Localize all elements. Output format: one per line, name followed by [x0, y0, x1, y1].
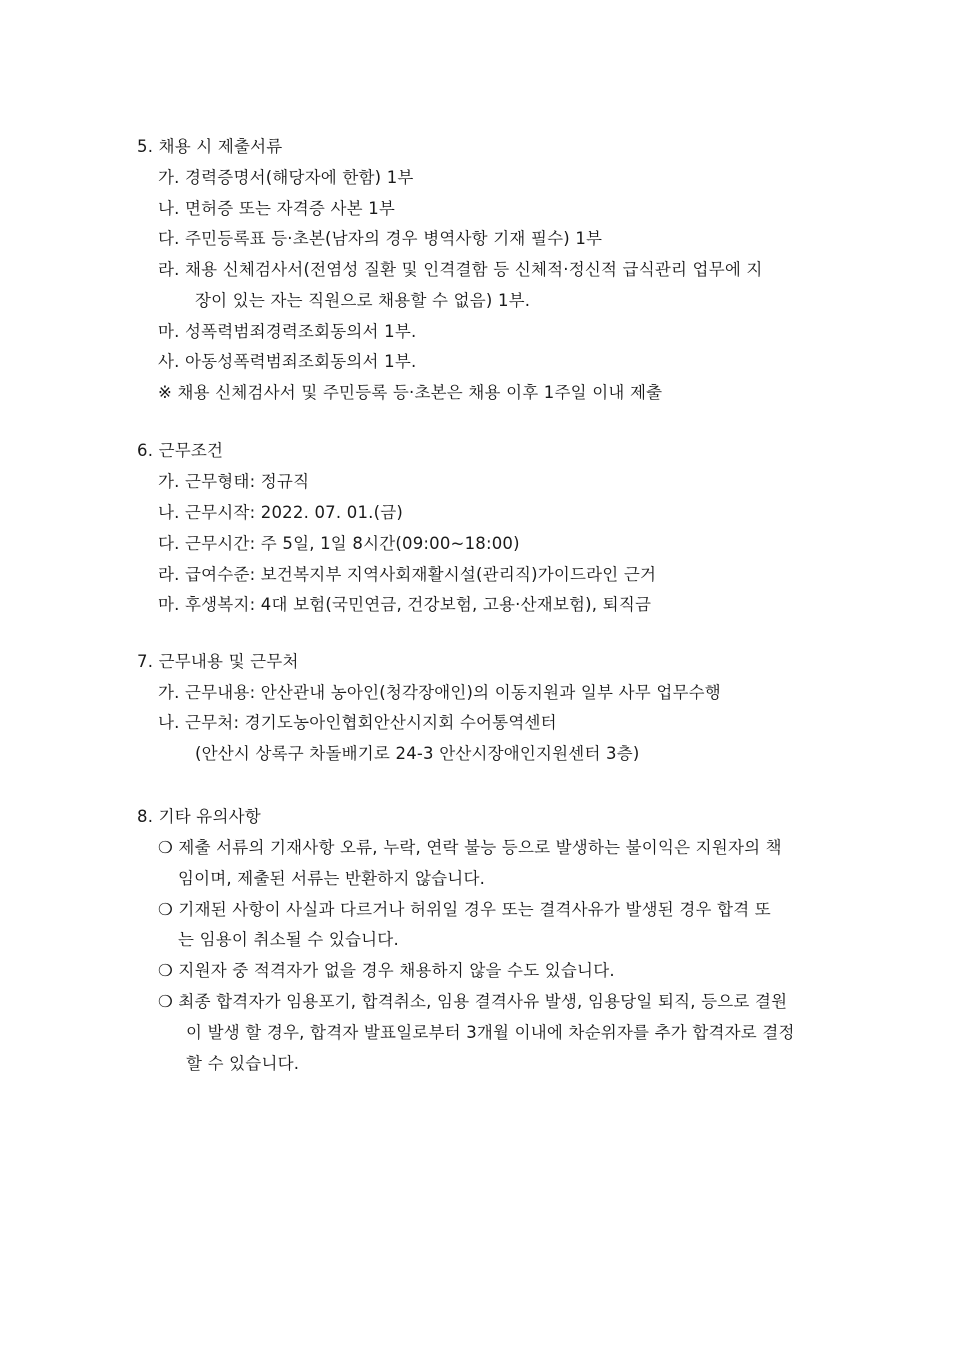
- section-5-item-ga: 가. 경력증명서(해당자에 한함) 1부: [158, 168, 414, 187]
- section-5-item-ra-continued: 장이 있는 자는 직원으로 채용할 수 없음) 1부.: [195, 291, 531, 310]
- section-5-item-ma: 마. 성폭력범죄경력조회동의서 1부.: [158, 322, 417, 341]
- section-6-item-ga: 가. 근무형태: 정규직: [158, 472, 310, 491]
- section-8-bullet-2: ❍ 기재된 사항이 사실과 다르거나 허위일 경우 또는 결격사유가 발생된 경우 합격 또: [158, 900, 771, 919]
- section-6-item-ma: 마. 후생복지: 4대 보험(국민연금, 건강보험, 고용·산재보험), 퇴직금: [158, 595, 652, 614]
- section-5-item-sa: 사. 아동성폭력범죄조회동의서 1부.: [158, 352, 417, 371]
- section-8-bullet-4-continued: 이 발생 할 경우, 합격자 발표일로부터 3개월 이내에 차순위자를 추가 합격자로 결정: [186, 1023, 795, 1042]
- section-7-item-na: 나. 근무처: 경기도농아인협회안산시지회 수어통역센터: [158, 713, 557, 732]
- section-7-item-ga: 가. 근무내용: 안산관내 농아인(청각장애인)의 이동지원과 일부 사무 업무수행: [158, 683, 721, 702]
- section-8-bullet-2-continued: 는 임용이 취소될 수 있습니다.: [178, 930, 399, 949]
- section-5-item-ra: 라. 채용 신체검사서(전염성 질환 및 인격결함 등 신체적·정신적 급식관리 업무에 지: [158, 260, 763, 279]
- section-7-heading: 7. 근무내용 및 근무처: [137, 652, 299, 671]
- section-8-bullet-4-continued-2: 할 수 있습니다.: [186, 1054, 300, 1073]
- section-6-item-ra: 라. 급여수준: 보건복지부 지역사회재활시설(관리직)가이드라인 근거: [158, 565, 657, 584]
- section-8-bullet-1-continued: 임이며, 제출된 서류는 반환하지 않습니다.: [178, 869, 486, 888]
- section-8-bullet-3: ❍ 지원자 중 적격자가 없을 경우 채용하지 않을 수도 있습니다.: [158, 961, 615, 980]
- section-8-bullet-1: ❍ 제출 서류의 기재사항 오류, 누락, 연락 불능 등으로 발생하는 불이익은 지원자의 책: [158, 838, 782, 857]
- section-5-note: ※ 채용 신체검사서 및 주민등록 등·초본은 채용 이후 1주일 이내 제출: [158, 383, 663, 402]
- section-5-item-na: 나. 면허증 또는 자격증 사본 1부: [158, 199, 396, 218]
- section-6-heading: 6. 근무조건: [137, 441, 224, 460]
- section-5-item-da: 다. 주민등록표 등·초본(남자의 경우 병역사항 기재 필수) 1부: [158, 229, 603, 248]
- section-8-bullet-4: ❍ 최종 합격자가 임용포기, 합격취소, 임용 결격사유 발생, 임용당일 퇴직, 등으로 결원: [158, 992, 788, 1011]
- section-6-item-na: 나. 근무시작: 2022. 07. 01.(금): [158, 503, 404, 522]
- section-7-address: (안산시 상록구 차돌배기로 24-3 안산시장애인지원센터 3층): [195, 744, 640, 763]
- section-6-item-da: 다. 근무시간: 주 5일, 1일 8시간(09:00~18:00): [158, 534, 520, 553]
- section-5-heading: 5. 채용 시 제출서류: [137, 137, 283, 156]
- section-8-heading: 8. 기타 유의사항: [137, 807, 261, 826]
